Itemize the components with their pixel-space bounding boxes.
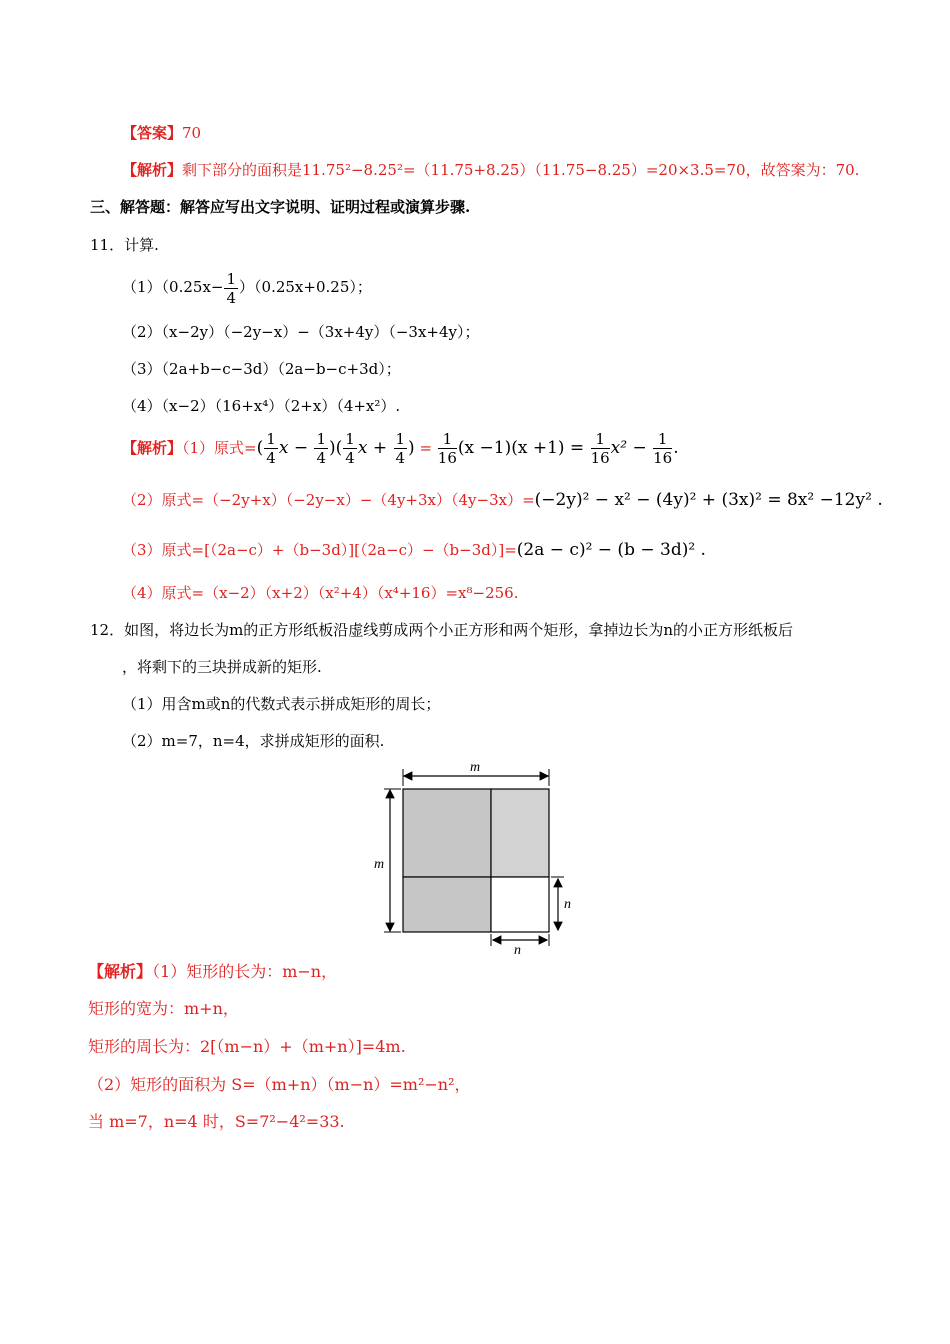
label-m-top: m	[470, 760, 481, 775]
q12-solution-label: 【解析】	[88, 962, 153, 981]
q11-solution-1: 【解析】（1）原式=( $\frac{1}{4}$ x − $\frac{1}{4}$ )( $\frac{1}{4}$ x + $\frac{1}{4}$ ) = $\frac{1}{16}$ (x −1)(x +1) = $\frac{1}{16}$ x² − $\frac{1}{16}$ .	[122, 430, 679, 467]
q11-solution-2	[122, 489, 883, 511]
q12-title: 12．如图，将边长为m的正方形纸板沿虚线剪成两个小正方形和两个矩形，拿掉边长为n的小正方形纸板后	[90, 621, 793, 639]
q11-part3: （3）（2a+b−c−3d）（2a−b−c+3d）；	[122, 360, 401, 378]
q11-part4: （4）（x−2）（16+x⁴）（2+x）（4+x²）.	[122, 397, 401, 415]
q11-part1-prefix: （1）（0.25x−	[122, 278, 224, 296]
right-rectangle-piece	[491, 789, 549, 877]
label-m-left: m	[374, 857, 385, 872]
section-heading: 三、解答题：解答应写出文字说明、证明过程或演算步骤.	[90, 198, 471, 216]
q12-solution-3: 矩形的周长为：2[（m−n）+（m+n）]=4m.	[88, 1037, 406, 1056]
q12-solution-4: （2）矩形的面积为 S=（m+n）（m−n）=m²−n²，	[88, 1075, 471, 1094]
q11-solution-4: （4）原式=（x−2）（x+2）（x²+4）（x⁴+16）=x⁸−256.	[122, 584, 519, 602]
q11-part1	[122, 268, 372, 307]
solution-label: 【解析】	[122, 439, 183, 457]
q12-solution-2: 矩形的宽为：m+n，	[88, 999, 239, 1018]
solution-3-prefix: （3）原式=[（2a−c）+（b−3d）][（2a−c）−（b−3d）]=	[122, 541, 517, 559]
solution-2-prefix: （2）原式=（−2y+x）（−2y−x）−（4y+3x）（4y−3x）=	[122, 491, 535, 509]
answer-value: 70	[182, 124, 202, 142]
bottom-rectangle-piece	[403, 877, 491, 932]
q11-part2: （2）（x−2y）（−2y−x）−（3x+4y）（−3x+4y）；	[122, 323, 480, 341]
q11-solution-3	[122, 539, 706, 561]
q12-solution-1	[88, 962, 337, 982]
answer-line	[122, 123, 201, 143]
q11-title: 11．计算.	[90, 236, 159, 254]
label-n-bottom: n	[514, 943, 521, 956]
analysis-label: 【解析】	[122, 161, 183, 179]
large-square-piece	[403, 789, 491, 877]
q12-part2: （2）m=7，n=4，求拼成矩形的面积.	[122, 732, 385, 750]
solution-2-expr: (−2y)² − x² − (4y)² + (3x)² = 8x² −12y² .	[534, 490, 883, 510]
q12-part1: （1）用含m或n的代数式表示拼成矩形的周长；	[122, 695, 441, 713]
solution-3-expr: (2a − c)² − (b − 3d)² .	[516, 540, 706, 560]
q11-part1-suffix: ）（0.25x+0.25）；	[239, 278, 372, 296]
q12-solution-1-text: （1）矩形的长为：m−n，	[152, 962, 338, 981]
q12-solution-5: 当 m=7，n=4 时，S=7²−4²=33.	[88, 1112, 345, 1131]
analysis-line	[122, 160, 859, 180]
label-n-right: n	[564, 897, 571, 912]
fraction-one-quarter: $\frac{1}{4}$	[226, 269, 237, 307]
solution-1-prefix: （1）原式=	[182, 439, 257, 457]
analysis-text: 剩下部分的面积是11.75²−8.25²=（11.75+8.25）（11.75−8.25）=20×3.5=70，故答案为：70.	[182, 161, 860, 179]
square-figure	[370, 756, 580, 956]
small-square-removed	[491, 877, 549, 932]
answer-label: 【答案】	[122, 124, 183, 142]
q12-title-cont: ，将剩下的三块拼成新的矩形.	[122, 658, 322, 676]
